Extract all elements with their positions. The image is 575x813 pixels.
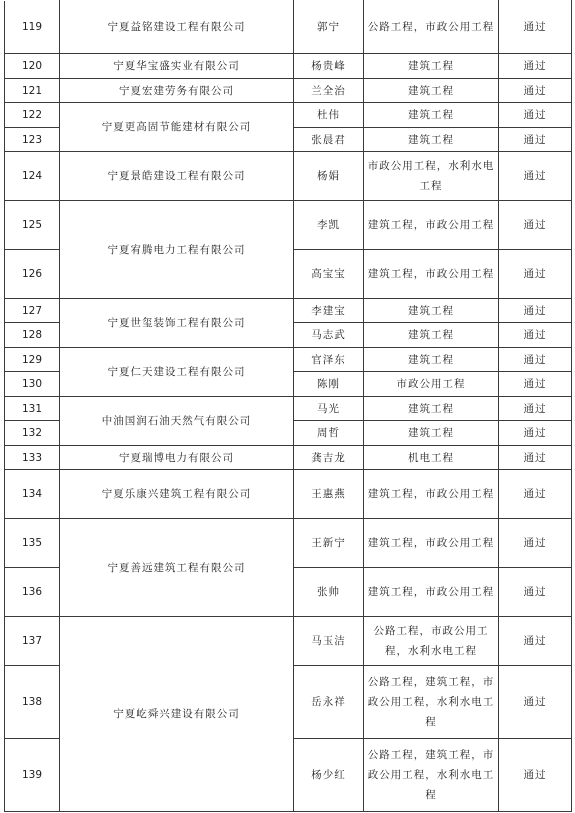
engineering-scope: 建筑工程 bbox=[364, 323, 499, 348]
result: 通过 bbox=[499, 54, 572, 79]
company-name: 宁夏屹舜兴建设有限公司 bbox=[60, 617, 294, 812]
row-number: 123 bbox=[5, 128, 60, 152]
table-row bbox=[5, 152, 572, 201]
person-name: 杨贵峰 bbox=[294, 54, 364, 79]
result: 通过 bbox=[499, 348, 572, 372]
row-number: 135 bbox=[5, 519, 60, 568]
row-number: 136 bbox=[5, 568, 60, 617]
engineering-scope: 建筑工程 bbox=[364, 54, 499, 79]
company-name: 宁夏益铭建设工程有限公司 bbox=[60, 1, 294, 54]
engineering-scope: 市政公用工程 bbox=[364, 372, 499, 397]
person-name: 杨娟 bbox=[294, 152, 364, 201]
engineering-scope: 建筑工程 bbox=[364, 348, 499, 372]
person-name: 马玉洁 bbox=[294, 617, 364, 666]
table-row bbox=[5, 54, 572, 79]
engineering-scope: 公路工程，市政公用工程，水利水电工程 bbox=[364, 617, 499, 666]
engineering-scope: 建筑工程 bbox=[364, 128, 499, 152]
row-number: 120 bbox=[5, 54, 60, 79]
result: 通过 bbox=[499, 666, 572, 739]
person-name: 陈刚 bbox=[294, 372, 364, 397]
engineering-scope: 公路工程，建筑工程，市政公用工程，水利水电工程 bbox=[364, 666, 499, 739]
row-number: 125 bbox=[5, 201, 60, 250]
engineering-scope: 建筑工程 bbox=[364, 397, 499, 421]
engineering-scope: 建筑工程 bbox=[364, 299, 499, 323]
row-number: 131 bbox=[5, 397, 60, 421]
company-name: 宁夏乐康兴建筑工程有限公司 bbox=[60, 470, 294, 519]
row-number: 132 bbox=[5, 421, 60, 446]
company-name: 宁夏宏建劳务有限公司 bbox=[60, 79, 294, 103]
row-number: 139 bbox=[5, 739, 60, 812]
table-row bbox=[5, 446, 572, 470]
engineering-scope: 建筑工程，市政公用工程 bbox=[364, 470, 499, 519]
row-number: 130 bbox=[5, 372, 60, 397]
result: 通过 bbox=[499, 446, 572, 470]
person-name: 李凯 bbox=[294, 201, 364, 250]
row-number: 121 bbox=[5, 79, 60, 103]
table-row bbox=[5, 299, 572, 323]
engineering-scope: 建筑工程，市政公用工程 bbox=[364, 250, 499, 299]
person-name: 张晨君 bbox=[294, 128, 364, 152]
company-name: 宁夏更高固节能建材有限公司 bbox=[60, 103, 294, 152]
person-name: 李建宝 bbox=[294, 299, 364, 323]
table-row bbox=[5, 1, 572, 54]
engineering-scope: 建筑工程，市政公用工程 bbox=[364, 568, 499, 617]
table-row bbox=[5, 519, 572, 568]
person-name: 高宝宝 bbox=[294, 250, 364, 299]
person-name: 王新宁 bbox=[294, 519, 364, 568]
engineering-scope: 公路工程，建筑工程，市政公用工程，水利水电工程 bbox=[364, 739, 499, 812]
company-name: 宁夏仁天建设工程有限公司 bbox=[60, 348, 294, 397]
company-name: 宁夏世玺装饰工程有限公司 bbox=[60, 299, 294, 348]
result: 通过 bbox=[499, 519, 572, 568]
result: 通过 bbox=[499, 739, 572, 812]
row-number: 133 bbox=[5, 446, 60, 470]
person-name: 龚吉龙 bbox=[294, 446, 364, 470]
table-row bbox=[5, 79, 572, 103]
person-name: 杨少红 bbox=[294, 739, 364, 812]
table-row bbox=[5, 397, 572, 421]
row-number: 122 bbox=[5, 103, 60, 128]
engineering-scope: 机电工程 bbox=[364, 446, 499, 470]
result: 通过 bbox=[499, 421, 572, 446]
result: 通过 bbox=[499, 201, 572, 250]
row-number: 134 bbox=[5, 470, 60, 519]
row-number: 129 bbox=[5, 348, 60, 372]
engineering-scope: 建筑工程 bbox=[364, 79, 499, 103]
result: 通过 bbox=[499, 397, 572, 421]
person-name: 郭宁 bbox=[294, 1, 364, 54]
engineering-scope: 建筑工程 bbox=[364, 103, 499, 128]
engineering-scope: 建筑工程 bbox=[364, 421, 499, 446]
result: 通过 bbox=[499, 128, 572, 152]
row-number: 126 bbox=[5, 250, 60, 299]
company-name: 宁夏善远建筑工程有限公司 bbox=[60, 519, 294, 617]
table-row bbox=[5, 103, 572, 128]
engineering-scope: 建筑工程，市政公用工程 bbox=[364, 519, 499, 568]
row-number: 119 bbox=[5, 1, 60, 54]
result: 通过 bbox=[499, 250, 572, 299]
table-row bbox=[5, 617, 572, 666]
person-name: 马光 bbox=[294, 397, 364, 421]
result: 通过 bbox=[499, 372, 572, 397]
person-name: 张帅 bbox=[294, 568, 364, 617]
company-name: 宁夏景皓建设工程有限公司 bbox=[60, 152, 294, 201]
result: 通过 bbox=[499, 1, 572, 54]
result: 通过 bbox=[499, 323, 572, 348]
row-number: 137 bbox=[5, 617, 60, 666]
person-name: 王惠燕 bbox=[294, 470, 364, 519]
row-number: 138 bbox=[5, 666, 60, 739]
person-name: 岳永祥 bbox=[294, 666, 364, 739]
row-number: 124 bbox=[5, 152, 60, 201]
person-name: 杜伟 bbox=[294, 103, 364, 128]
result: 通过 bbox=[499, 79, 572, 103]
person-name: 官泽东 bbox=[294, 348, 364, 372]
company-name: 中油国润石油天然气有限公司 bbox=[60, 397, 294, 446]
result: 通过 bbox=[499, 103, 572, 128]
engineering-scope: 市政公用工程，水利水电工程 bbox=[364, 152, 499, 201]
engineering-scope: 建筑工程，市政公用工程 bbox=[364, 201, 499, 250]
result: 通过 bbox=[499, 299, 572, 323]
result: 通过 bbox=[499, 152, 572, 201]
result: 通过 bbox=[499, 470, 572, 519]
person-name: 兰全治 bbox=[294, 79, 364, 103]
engineering-scope: 公路工程，市政公用工程 bbox=[364, 1, 499, 54]
table-row bbox=[5, 348, 572, 372]
person-name: 周哲 bbox=[294, 421, 364, 446]
company-name: 宁夏宥腾电力工程有限公司 bbox=[60, 201, 294, 299]
result: 通过 bbox=[499, 617, 572, 666]
row-number: 127 bbox=[5, 299, 60, 323]
row-number: 128 bbox=[5, 323, 60, 348]
company-name: 宁夏瑞博电力有限公司 bbox=[60, 446, 294, 470]
qualification-results-table bbox=[4, 0, 572, 812]
table-row bbox=[5, 201, 572, 250]
table-row bbox=[5, 470, 572, 519]
company-name: 宁夏华宝盛实业有限公司 bbox=[60, 54, 294, 79]
result: 通过 bbox=[499, 568, 572, 617]
person-name: 马志武 bbox=[294, 323, 364, 348]
